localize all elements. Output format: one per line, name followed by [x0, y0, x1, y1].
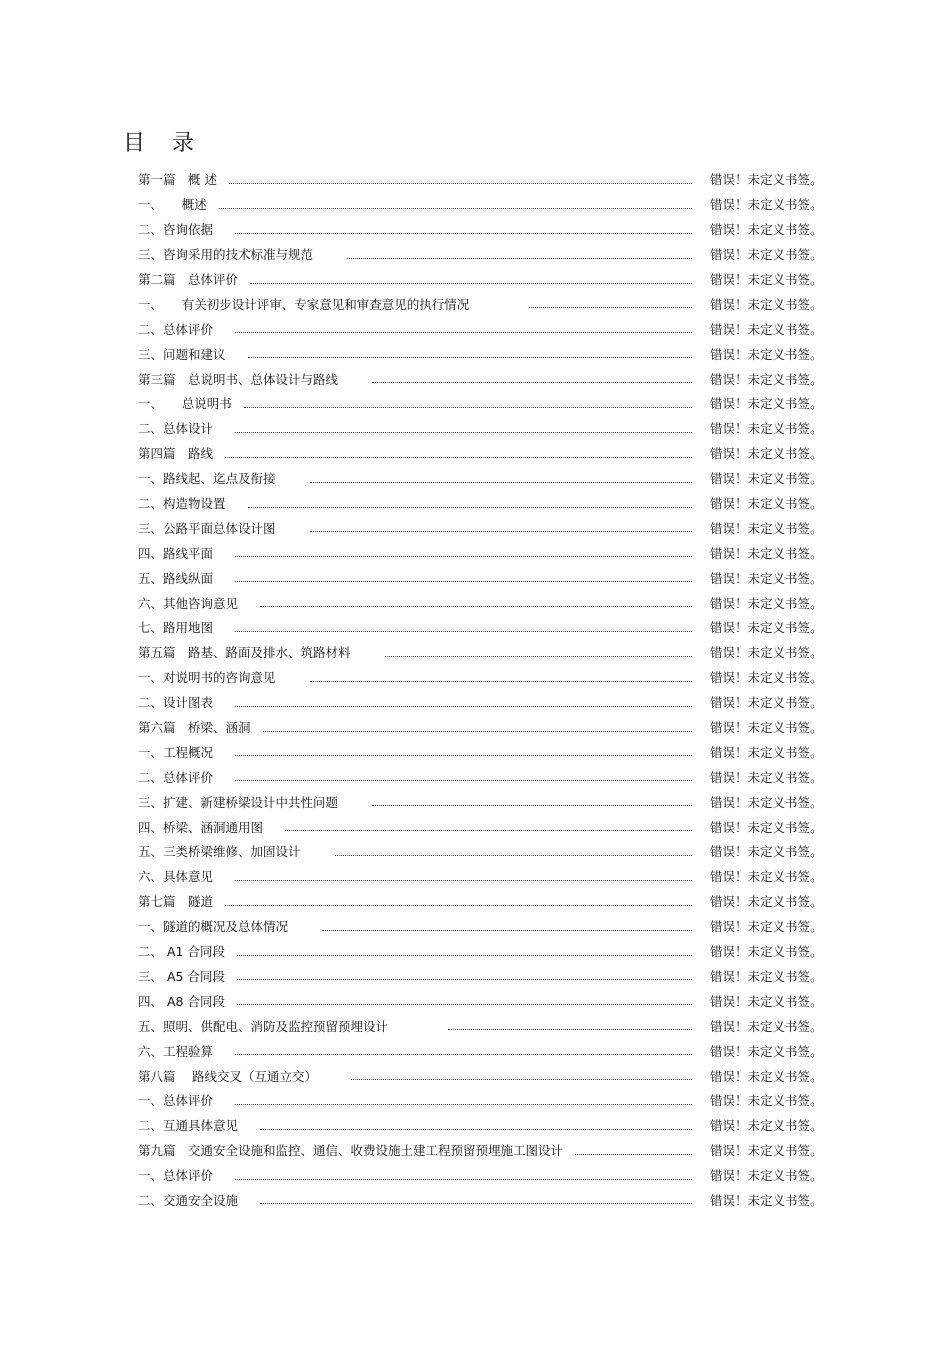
- toc-entry[interactable]: [138, 665, 838, 690]
- toc-entry-label: 二、构造物设置: [138, 496, 226, 512]
- toc-entry-page-ref: 错误！未定义书签。: [710, 769, 823, 785]
- toc-entry-page-ref: 错误！未定义书签。: [710, 968, 823, 984]
- toc-entry-label: 三、问题和建议: [138, 346, 226, 362]
- toc-dot-leader: [219, 208, 692, 209]
- toc-entry-page-ref: 错误！未定义书签。: [710, 670, 823, 686]
- toc-entry-page-ref: 错误！未定义书签。: [710, 819, 823, 835]
- toc-entry-page-ref: 错误！未定义书签。: [710, 421, 823, 437]
- toc-dot-leader: [235, 880, 692, 881]
- toc-entry-label: 三、扩建、新建桥梁设计中共性问题: [138, 794, 339, 810]
- toc-entry-label: 六、具体意见: [138, 869, 214, 885]
- toc-entry[interactable]: [138, 690, 838, 715]
- toc-entry[interactable]: [138, 964, 838, 989]
- toc-entry[interactable]: [138, 316, 838, 341]
- toc-entry[interactable]: [138, 739, 838, 764]
- toc-dot-leader: [385, 656, 692, 657]
- toc-dot-leader: [260, 1129, 692, 1130]
- toc-entry-label: 第七篇 隧道: [138, 894, 214, 910]
- toc-entry[interactable]: [138, 1088, 838, 1113]
- toc-entry-page-ref: 错误！未定义书签。: [710, 944, 823, 960]
- toc-entry[interactable]: [138, 291, 838, 316]
- toc-entry[interactable]: [138, 341, 838, 366]
- toc-entry-page-ref: 错误！未定义书签。: [710, 1192, 823, 1208]
- toc-entry-page-ref: 错误！未定义书签。: [710, 869, 823, 885]
- toc-entry-page-ref: 错误！未定义书签。: [710, 695, 823, 711]
- toc-entry-page-ref: 错误！未定义书签。: [710, 247, 823, 263]
- toc-dot-leader: [335, 855, 692, 856]
- toc-entry-label: 第一篇 概 述: [138, 172, 217, 188]
- toc-entry[interactable]: [138, 814, 838, 839]
- toc-entry[interactable]: [138, 715, 838, 740]
- toc-dot-leader: [235, 631, 692, 632]
- toc-dot-leader: [235, 1054, 692, 1055]
- toc-entry-label: 第二篇 总体评价: [138, 272, 239, 287]
- toc-dot-leader: [347, 258, 692, 259]
- toc-entry-label: 第三篇 总说明书、总体设计与路线: [138, 371, 339, 387]
- toc-entry-label: 四、 A8 合同段: [138, 993, 225, 1009]
- toc-entry-page-ref: 错误！未定义书签。: [710, 1093, 823, 1109]
- toc-entry-label: 二、咨询依据: [138, 222, 214, 238]
- toc-entry[interactable]: [138, 242, 838, 267]
- toc-entry-label: 一、总体评价: [138, 1093, 214, 1109]
- toc-list: [138, 167, 838, 1212]
- toc-entry-label: 一、总体评价: [138, 1168, 214, 1184]
- toc-entry-label: 二、总体评价: [138, 321, 214, 337]
- toc-entry-page-ref: 错误！未定义书签。: [710, 545, 823, 561]
- toc-entry-label: 三、 A5 合同段: [138, 968, 225, 984]
- toc-entry-label: 六、其他咨询意见: [138, 595, 239, 611]
- toc-entry[interactable]: [138, 590, 838, 615]
- toc-dot-leader: [244, 407, 692, 408]
- toc-entry-label: 二、交通安全设施: [138, 1192, 239, 1208]
- toc-entry-page-ref: 错误！未定义书签。: [710, 172, 823, 188]
- toc-dot-leader: [235, 233, 692, 234]
- toc-entry[interactable]: [138, 1138, 838, 1163]
- toc-entry-page-ref: 错误！未定义书签。: [710, 272, 823, 287]
- toc-entry[interactable]: [138, 914, 838, 939]
- toc-entry[interactable]: [138, 441, 838, 466]
- toc-entry-label: 一、隧道的概况及总体情况: [138, 919, 289, 935]
- toc-entry-label: 第六篇 桥梁、涵洞: [138, 720, 251, 736]
- toc-dot-leader: [322, 930, 692, 931]
- toc-entry-page-ref: 错误！未定义书签。: [710, 346, 823, 362]
- toc-entry-page-ref: 错误！未定义书签。: [710, 496, 823, 512]
- toc-dot-leader: [237, 1004, 692, 1005]
- toc-dot-leader: [235, 1179, 692, 1180]
- toc-dot-leader: [229, 183, 692, 184]
- toc-entry[interactable]: [138, 540, 838, 565]
- toc-entry-label: 一、对说明书的咨询意见: [138, 670, 276, 686]
- toc-entry-page-ref: 错误！未定义书签。: [710, 794, 823, 810]
- toc-entry-page-ref: 错误！未定义书签。: [710, 222, 823, 238]
- toc-entry[interactable]: [138, 939, 838, 964]
- toc-entry[interactable]: [138, 615, 838, 640]
- toc-entry[interactable]: [138, 1113, 838, 1138]
- toc-dot-leader: [235, 755, 692, 756]
- toc-entry-label: 二、总体设计: [138, 421, 214, 437]
- toc-entry-label: 一、 概述: [138, 197, 207, 213]
- toc-entry[interactable]: [138, 864, 838, 889]
- toc-entry-label: 二、设计图表: [138, 695, 214, 711]
- toc-entry-page-ref: 错误！未定义书签。: [710, 1068, 823, 1084]
- toc-entry-label: 七、路用地图: [138, 620, 214, 636]
- toc-title: 目 录: [123, 131, 204, 156]
- toc-entry[interactable]: [138, 640, 838, 665]
- toc-entry-page-ref: 错误！未定义书签。: [710, 396, 823, 412]
- toc-entry-label: 第九篇 交通安全设施和监控、通信、收费设施土建工程预留预埋施工图设计: [138, 1143, 564, 1159]
- toc-entry-page-ref: 错误！未定义书签。: [710, 1143, 823, 1159]
- toc-entry-page-ref: 错误！未定义书签。: [710, 595, 823, 611]
- toc-entry-page-ref: 错误！未定义书签。: [710, 1043, 823, 1059]
- toc-entry-page-ref: 错误！未定义书签。: [710, 1018, 823, 1034]
- toc-entry[interactable]: [138, 192, 838, 217]
- toc-entry[interactable]: [138, 491, 838, 516]
- toc-entry-label: 第五篇 路基、路面及排水、筑路材料: [138, 645, 351, 661]
- toc-dot-leader: [235, 780, 692, 781]
- toc-dot-leader: [529, 307, 692, 308]
- toc-entry[interactable]: [138, 1013, 838, 1038]
- toc-entry[interactable]: [138, 565, 838, 590]
- toc-dot-leader: [263, 731, 692, 732]
- toc-entry-page-ref: 错误！未定义书签。: [710, 645, 823, 661]
- toc-entry-label: 四、路线平面: [138, 545, 214, 561]
- toc-dot-leader: [310, 681, 692, 682]
- toc-dot-leader: [248, 357, 692, 358]
- toc-entry-page-ref: 错误！未定义书签。: [710, 620, 823, 636]
- toc-entry[interactable]: [138, 267, 838, 292]
- toc-entry-page-ref: 错误！未定义书签。: [710, 720, 823, 736]
- toc-dot-leader: [235, 332, 692, 333]
- toc-dot-leader: [351, 1079, 692, 1080]
- toc-dot-leader: [260, 606, 692, 607]
- toc-entry-label: 二、 A1 合同段: [138, 944, 225, 960]
- toc-dot-leader: [575, 1154, 692, 1155]
- toc-entry-page-ref: 错误！未定义书签。: [710, 919, 823, 935]
- toc-entry[interactable]: [138, 1063, 838, 1088]
- toc-dot-leader: [225, 457, 692, 458]
- toc-entry-page-ref: 错误！未定义书签。: [710, 894, 823, 910]
- toc-entry-label: 一、 有关初步设计评审、专家意见和审查意见的执行情况: [138, 296, 470, 312]
- toc-entry-page-ref: 错误！未定义书签。: [710, 1118, 823, 1134]
- toc-entry[interactable]: [138, 217, 838, 242]
- toc-entry-page-ref: 错误！未定义书签。: [710, 993, 823, 1009]
- toc-dot-leader: [237, 979, 692, 980]
- toc-dot-leader: [225, 905, 692, 906]
- toc-entry[interactable]: [138, 416, 838, 441]
- toc-entry-label: 第八篇 路线交叉（互通立交）: [138, 1068, 317, 1084]
- toc-dot-leader: [260, 1203, 692, 1204]
- toc-entry-page-ref: 错误！未定义书签。: [710, 446, 823, 462]
- toc-entry-label: 三、公路平面总体设计图: [138, 520, 276, 536]
- toc-entry-page-ref: 错误！未定义书签。: [710, 570, 823, 586]
- toc-entry-page-ref: 错误！未定义书签。: [710, 321, 823, 337]
- toc-entry[interactable]: [138, 1188, 838, 1213]
- toc-dot-leader: [235, 581, 692, 582]
- toc-entry-label: 五、路线纵面: [138, 570, 214, 586]
- toc-entry-label: 一、 总说明书: [138, 396, 232, 412]
- toc-dot-leader: [235, 1104, 692, 1105]
- toc-entry[interactable]: [138, 515, 838, 540]
- toc-entry[interactable]: [138, 366, 838, 391]
- toc-entry-label: 五、照明、供配电、消防及监控预留预埋设计: [138, 1018, 389, 1034]
- toc-entry[interactable]: [138, 889, 838, 914]
- toc-dot-leader: [310, 531, 692, 532]
- toc-entry-page-ref: 错误！未定义书签。: [710, 744, 823, 760]
- toc-dot-leader: [235, 706, 692, 707]
- toc-entry-label: 五、三类桥梁维修、加固设计: [138, 844, 301, 860]
- toc-dot-leader: [285, 830, 692, 831]
- toc-entry[interactable]: [138, 167, 838, 192]
- toc-dot-leader: [235, 556, 692, 557]
- toc-entry[interactable]: [138, 1163, 838, 1188]
- toc-entry-page-ref: 错误！未定义书签。: [710, 1168, 823, 1184]
- toc-entry-page-ref: 错误！未定义书签。: [710, 471, 823, 487]
- toc-entry[interactable]: [138, 839, 838, 864]
- toc-entry-label: 第四篇 路线: [138, 446, 214, 462]
- toc-dot-leader: [235, 432, 692, 433]
- toc-dot-leader: [372, 382, 692, 383]
- toc-dot-leader: [372, 805, 692, 806]
- toc-dot-leader: [248, 507, 692, 508]
- toc-entry[interactable]: [138, 789, 838, 814]
- toc-entry-label: 四、桥梁、涵洞通用图: [138, 819, 264, 835]
- toc-entry[interactable]: [138, 466, 838, 491]
- toc-dot-leader: [250, 283, 692, 284]
- toc-entry-label: 一、工程概况: [138, 744, 214, 760]
- toc-entry-page-ref: 错误！未定义书签。: [710, 197, 823, 213]
- toc-entry[interactable]: [138, 391, 838, 416]
- toc-dot-leader: [310, 482, 692, 483]
- toc-entry-label: 二、总体评价: [138, 769, 214, 785]
- toc-entry-label: 三、咨询采用的技术标准与规范: [138, 247, 314, 263]
- toc-entry[interactable]: [138, 764, 838, 789]
- toc-entry-label: 二、互通具体意见: [138, 1118, 239, 1134]
- toc-entry-page-ref: 错误！未定义书签。: [710, 371, 823, 387]
- toc-dot-leader: [237, 955, 692, 956]
- toc-dot-leader: [448, 1029, 692, 1030]
- toc-entry[interactable]: [138, 1038, 838, 1063]
- toc-entry-label: 一、路线起、迄点及衔接: [138, 471, 276, 487]
- toc-entry-label: 六、工程验算: [138, 1043, 214, 1059]
- toc-entry-page-ref: 错误！未定义书签。: [710, 844, 823, 860]
- toc-entry[interactable]: [138, 988, 838, 1013]
- toc-entry-page-ref: 错误！未定义书签。: [710, 520, 823, 536]
- toc-entry-page-ref: 错误！未定义书签。: [710, 296, 823, 312]
